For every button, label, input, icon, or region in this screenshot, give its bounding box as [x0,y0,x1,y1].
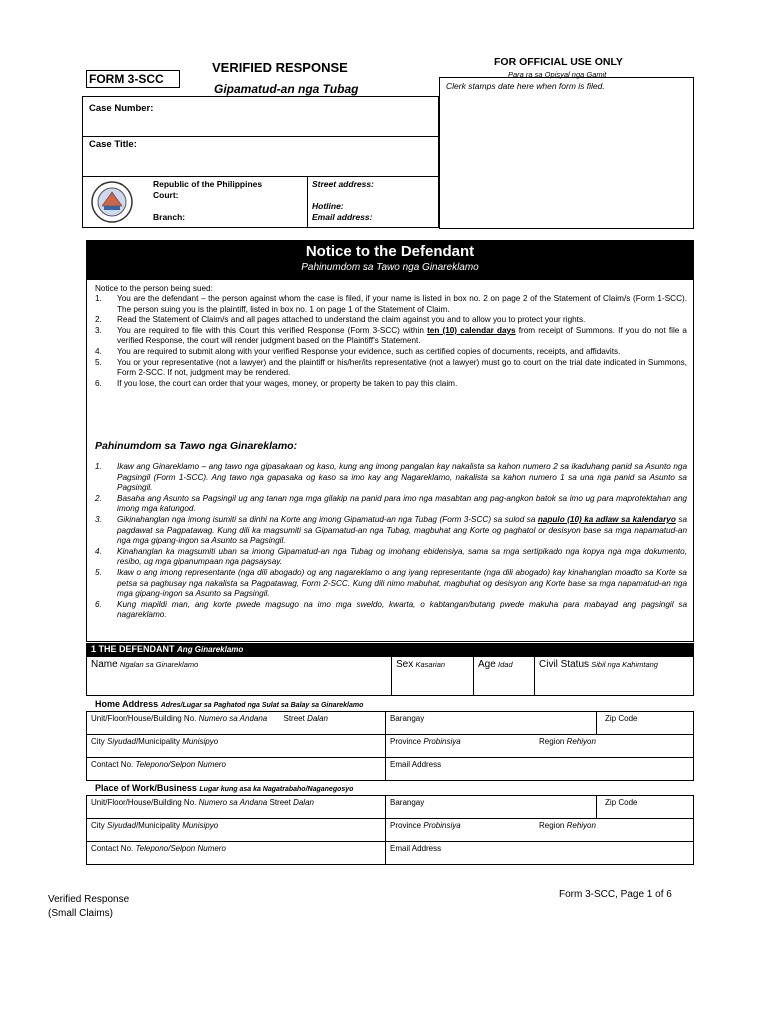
list-item: 4. You are required to submit along with your verified Response your evidence, such as certified copies of documents, receipts, and affidavits. [95,346,621,356]
list-item: 2. Read the Statement of Claim/s and all pages attached to understand the claim against you and to allow you to protect your rights. [95,315,586,325]
branch-label: Branch: [153,212,186,222]
list-item: 5. You or your representative (not a lawyer) and the plaintiff or his/her/its representative (not a lawyer) must go to court on the trial date indicated in Summons, Form 2-SCC. If not, judgment may be rendered. [95,357,687,378]
notice-body [86,280,694,642]
list-item: 4. Kinahanglan ka magsumiti uban sa imong Gipamatud-an nga Tubag og imohang ebidensiya, sama sa mga sertipikado nga kopya nga mga dokumento, resibo, ug mga gipanumpaan nga pagsaysay. [95,546,687,567]
official-use-title: FOR OFFICIAL USE ONLY [494,56,623,68]
work-address-title: Place of Work/Business Lugar kung asa ka Nagatrabaho/Naganegosyo [95,783,354,793]
list-item: 3. Gikinahanglan nga imong isumiti sa dinhi na Korte ang imong Gipamatud-an nga Tubag (Form 3-SCC) sa sulod sa napulo (10) ka adlaw sa kalendaryo sa pagdawat sa Pagpatawag. Kung dili ka magsumiti sa Gipamatud-an nga Tubag, magbuhat ang Korte og paghatol or desisyon base sa mga napamatud-an nga mga gipang-ingon sa Asunto sa Pagsingil. [95,514,687,546]
hotline-label: Hotline: [312,201,344,211]
court-seal-icon [89,180,135,224]
work-city-field[interactable]: City Siyudad/Municipality Munisipyo [86,818,386,842]
home-city-field[interactable]: City Siyudad/Municipality Munisipyo [86,734,386,758]
deadline-english: ten (10) calendar days [427,325,516,335]
clerk-stamp-box[interactable] [439,77,694,229]
list-item: 3. You are required to file with this Court this verified Response (Form 3-SCC) within ten (10) calendar days from receipt of Summons. If you do not file a verified Response, the court will render judgment based on the Plaintiff's Statement. [95,325,687,346]
notice-subtitle: Pahinumdom sa Tawo nga Ginareklamo [301,262,479,273]
home-province-region-field[interactable]: Province Probinsiya Region Rehiyon [385,734,694,758]
court-info-box [82,176,439,228]
form-title: VERIFIED RESPONSE [212,60,348,75]
home-email-field[interactable]: Email Address [385,757,694,781]
notice-bisaya-title: Pahinumdom sa Tawo nga Ginareklamo: [95,440,298,452]
notice-header [86,240,694,280]
republic-label: Republic of the Philippines [153,179,263,189]
home-zip-field[interactable]: Zip Code [596,711,694,735]
form-subtitle: Gipamatud-an nga Tubag [214,82,359,96]
footer-page-number: Form 3-SCC, Page 1 of 6 [559,889,672,900]
clerk-stamp-note: Clerk stamps date here when form is filed. [446,81,605,91]
work-province-region-field[interactable]: Province Probinsiya Region Rehiyon [385,818,694,842]
footer-form-name: Verified Response [48,894,130,905]
deadline-bisaya: napulo (10) ka adlaw sa kalendaryo [537,514,676,524]
work-zip-field[interactable]: Zip Code [596,795,694,819]
footer-form-type: (Small Claims) [48,908,113,919]
defendant-section-header: 1 THE DEFENDANT Ang Ginareklamo [86,643,694,656]
court-divider [307,176,308,228]
work-email-field[interactable]: Email Address [385,841,694,865]
defendant-sex-field[interactable]: Sex Kasarian [391,656,474,696]
home-unit-street-field[interactable]: Unit/Floor/House/Building No. Numero sa Andana Street Dalan [86,711,386,735]
work-unit-street-field[interactable]: Unit/Floor/House/Building No. Numero sa Andana Street Dalan [86,795,386,819]
email-address-label: Email address: [312,212,373,222]
defendant-civil-status-field[interactable]: Civil Status Sibil nga Kahimtang [534,656,694,696]
court-label: Court: [153,190,179,200]
home-contact-field[interactable]: Contact No. Telepono/Selpon Numero [86,757,386,781]
list-item: 2. Basaha ang Asunto sa Pagsingil ug ang tanan nga mga gilakip na panid para imo nga masabtan ang pag-angkon batok sa imo ug para maprotektahan ang imong mga katungod. [95,493,687,514]
case-title-label: Case Title: [89,139,137,150]
home-barangay-field[interactable]: Barangay [385,711,597,735]
case-number-field[interactable] [82,96,439,137]
defendant-name-field[interactable]: Name Ngalan sa Ginareklamo [86,656,392,696]
street-address-label: Street address: [312,179,374,189]
notice-list-bisaya [95,462,687,621]
list-item: 6. Kung mapildi man, ang korte pwede magsugo na imo mga sweldo, kwarta, o kabtangan/butang pwede makuha para mabayad ang pagsingil sa nagareklamo. [95,599,687,620]
home-address-title: Home Address Adres/Lugar sa Paghatod nga Sulat sa Balay sa Ginareklamo [95,699,364,709]
list-item: 1. You are the defendant – the person against whom the case is filed, if your name is listed in box no. 2 on page 2 of the Statement of Claim/s (Form 1-SCC). The person suing you is the plaintiff, listed in box no. 1 on page 1 of the Statement of Claim. [95,294,687,314]
notice-list-english [95,294,687,389]
form-code: FORM 3-SCC [86,70,180,88]
list-item: 1. Ikaw ang Ginareklamo – ang tawo nga gipasakaan og kaso, kung ang imong pangalan kay nakalista sa kahon numero 2 sa ikaduhang panid sa Asunto nga Pagsingil (Form 1-SCC). Ang tawo nga gapasaka og kaso sa imo kay ang Nagareklamo, nakalista sa kahon numero 1 sa una nga panid sa Asunto sa Pagsingil. [95,462,687,493]
defendant-age-field[interactable]: Age Idad [473,656,535,696]
notice-intro: Notice to the person being sued: [95,284,213,293]
case-title-field[interactable] [82,136,439,177]
work-barangay-field[interactable]: Barangay [385,795,597,819]
official-use-sub: Para ra sa Opisyal nga Gamit [508,70,607,79]
notice-title: Notice to the Defendant [305,243,475,260]
list-item: 6. If you lose, the court can order that your wages, money, or property be taken to pay this claim. [95,378,458,388]
list-item: 5. Ikaw o ang imong representante (nga dili abogado) og ang nagareklamo o ang iyang representante (nga dili abogado) kay kinahanglan moadto sa Korte sa petsa sa paghusay nga nakalista sa Pagpatawag, Form 2-SCC. Kung dili nimo mabuhat, magbuhat og desisyon ang Korte base sa mga napamatud-an nga mga gipang-ingon sa Asunto sa Pagsingil. [95,567,687,599]
case-number-label: Case Number: [89,103,154,114]
work-contact-field[interactable]: Contact No. Telepono/Selpon Numero [86,841,386,865]
